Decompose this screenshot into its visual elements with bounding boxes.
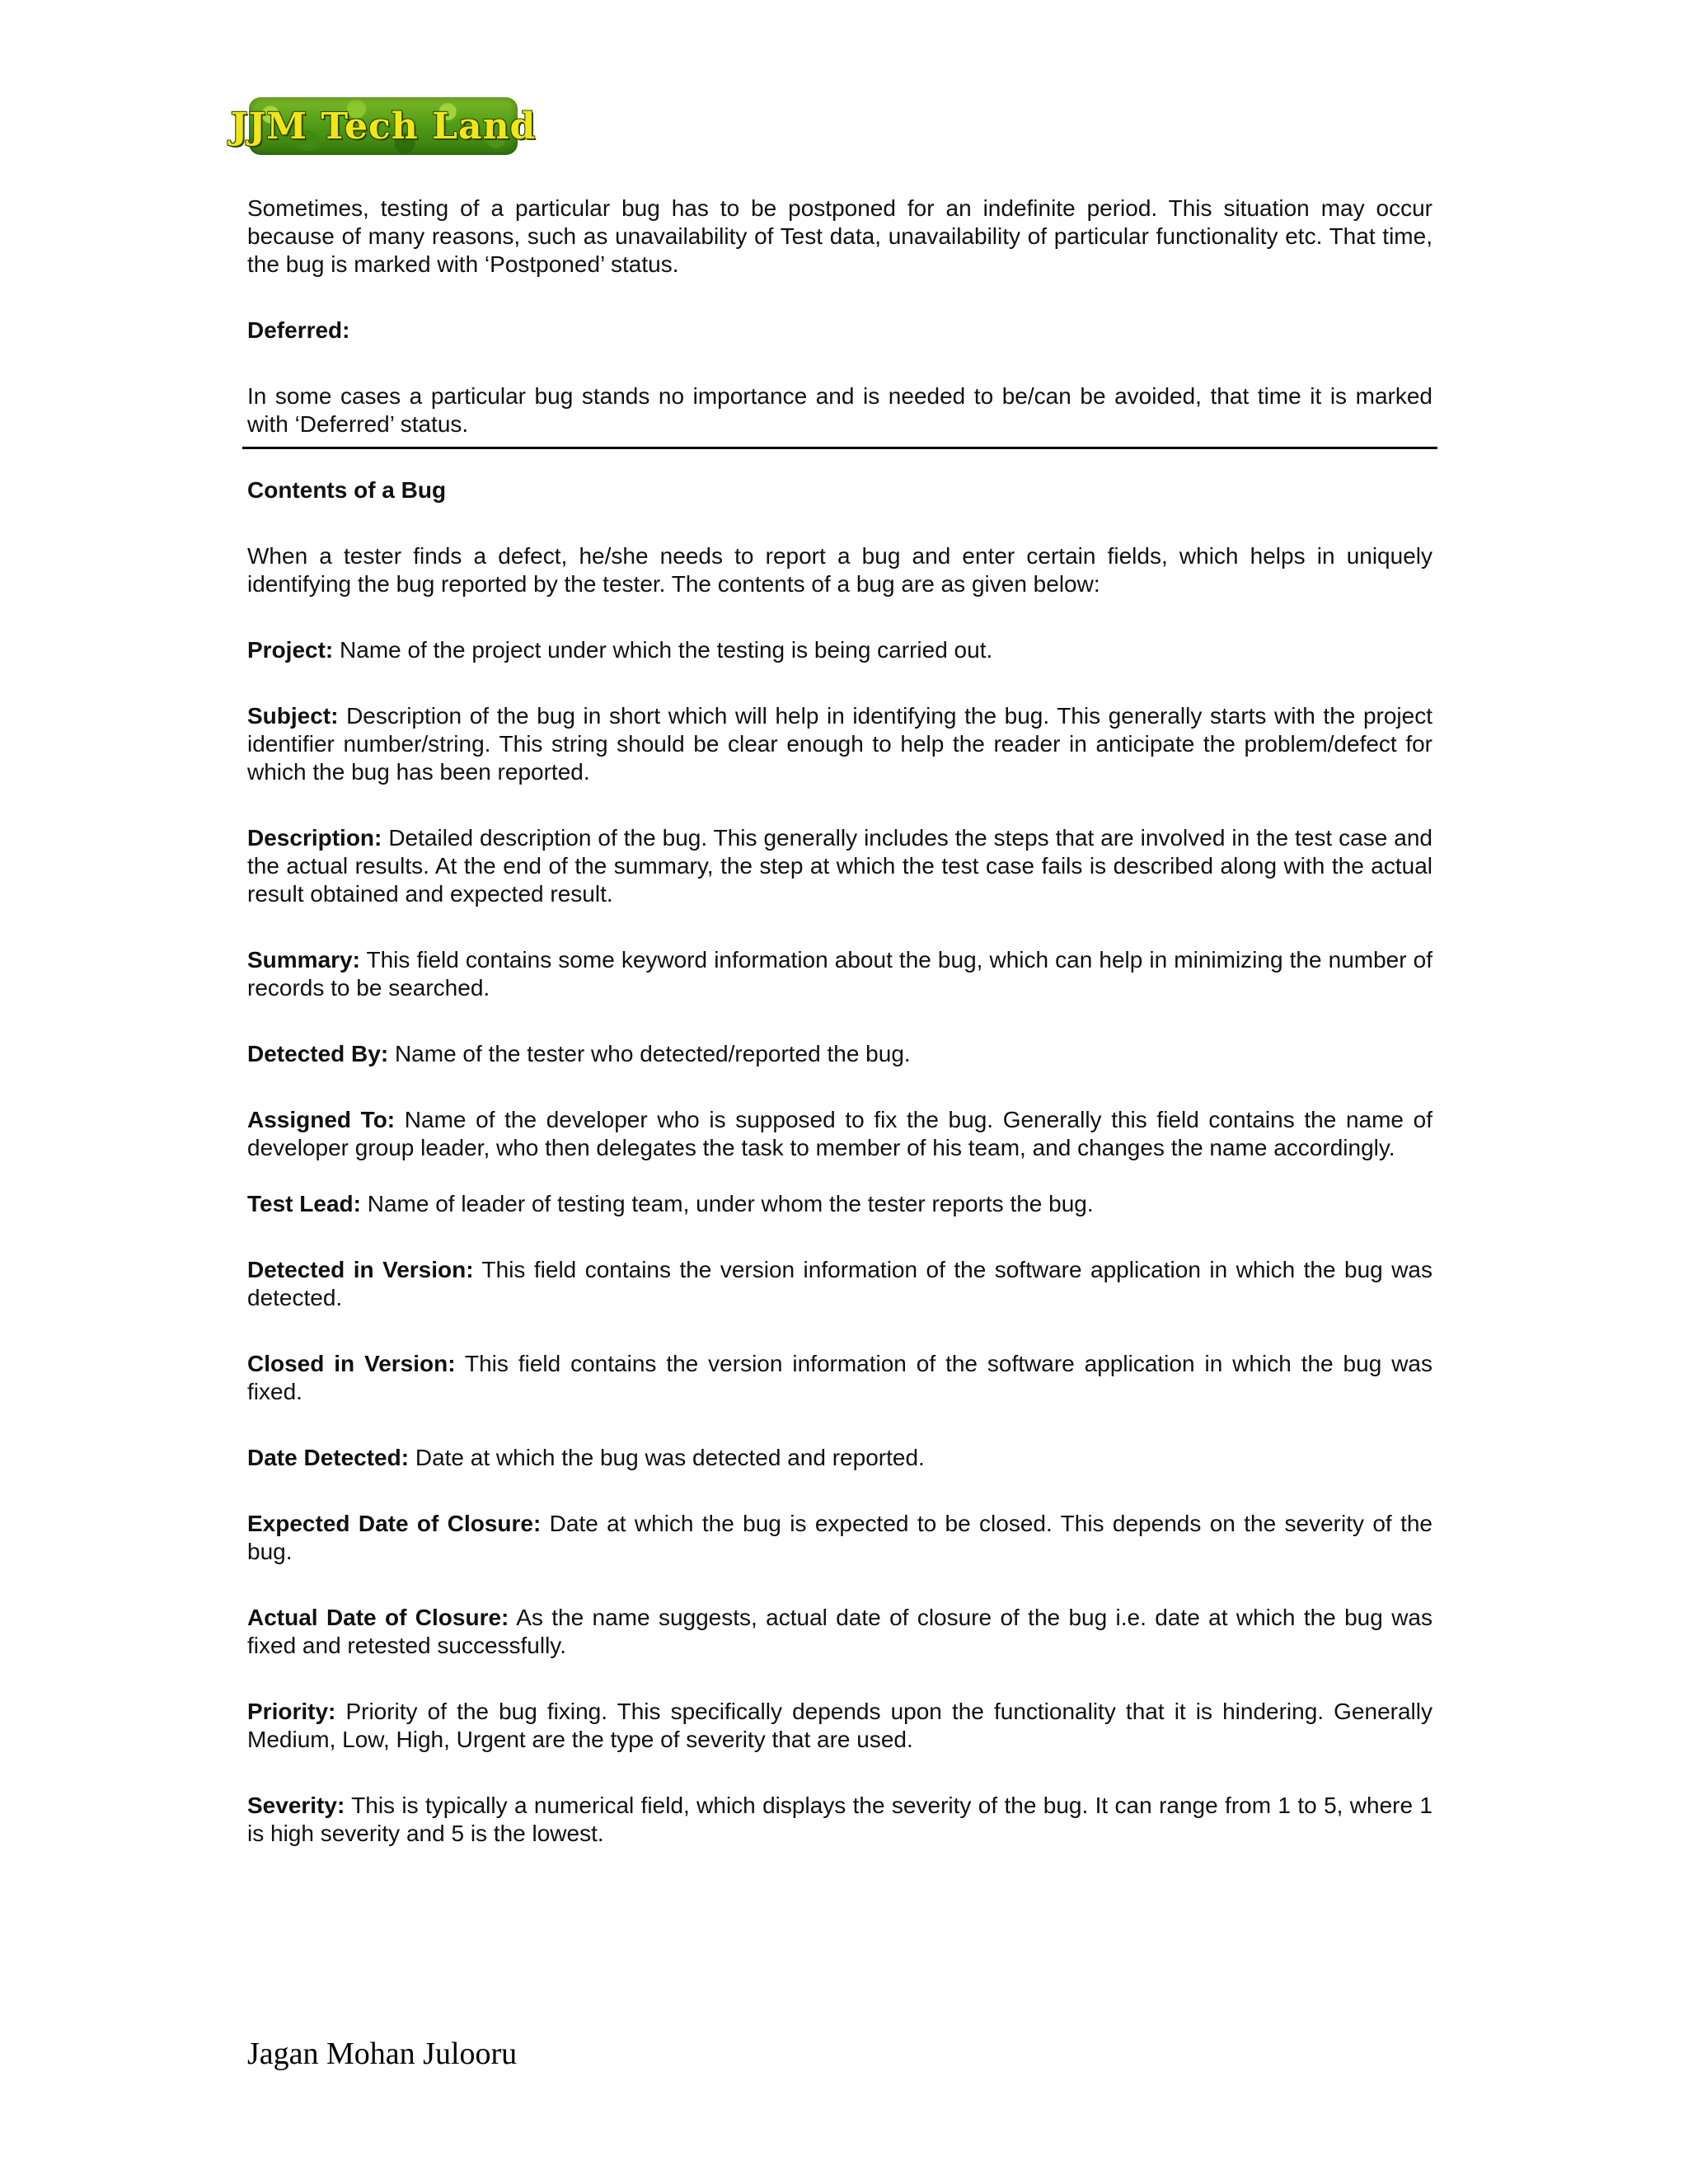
field-closed-in-version — [247, 1350, 1432, 1406]
field-text: As the name suggests, actual date of closure of the bug i.e. date at which the bug was fixed and retested successfully. — [247, 1605, 1432, 1658]
field-text: Name of leader of testing team, under whom the tester reports the bug. — [360, 1191, 1094, 1216]
field-term: Date Detected: — [247, 1445, 410, 1470]
field-term: Detected By: — [247, 1041, 389, 1066]
field-term: Expected Date of Closure: — [247, 1511, 542, 1536]
field-date-detected — [247, 1444, 1432, 1472]
field-term: Summary: — [247, 947, 360, 972]
field-text: Name of the project under which the testing is being carried out. — [333, 637, 993, 663]
field-expected-date-of-closure — [247, 1510, 1432, 1566]
field-term: Test Lead: — [247, 1191, 361, 1216]
deferred-paragraph: In some cases a particular bug stands no importance and is needed to be/can be avoided, that time it is marked with ‘Deferred’ status. — [247, 383, 1432, 437]
field-text: This field contains some keyword information about the bug, which can help in minimizing the number of records to be searched. — [247, 947, 1432, 1001]
field-term: Subject: — [247, 703, 339, 729]
field-term: Detected in Version: — [247, 1257, 474, 1282]
field-severity — [247, 1792, 1432, 1848]
footer-author: Jagan Mohan Julooru — [247, 2036, 518, 2071]
field-test-lead — [247, 1190, 1432, 1218]
field-term: Assigned To: — [247, 1107, 396, 1132]
field-detected-in-version — [247, 1256, 1432, 1312]
field-detected-by — [247, 1040, 1432, 1068]
field-text: This field contains the version information of the software application in which the bug was fixed. — [247, 1351, 1432, 1404]
field-term: Project: — [247, 637, 334, 663]
field-text: Description of the bug in short which will help in identifying the bug. This generally starts with the project identifier number/string. This string should be clear enough to help the reader in anticipate the problem/defect for which the bug has been reported. — [247, 703, 1432, 785]
field-text: Detailed description of the bug. This generally includes the steps that are involved in the test case and the actual results. At the end of the summary, the step at which the test case fails is described along with the actual result obtained and expected result. — [247, 825, 1432, 907]
field-description — [247, 824, 1432, 908]
field-subject — [247, 702, 1432, 786]
field-term: Description: — [247, 825, 382, 851]
field-term: Priority: — [247, 1699, 336, 1724]
field-text: This is typically a numerical field, which displays the severity of the bug. It can range from 1 to 5, where 1 is high severity and 5 is the lowest. — [247, 1793, 1432, 1846]
field-term: Severity: — [247, 1793, 345, 1818]
field-project — [247, 636, 1432, 664]
field-actual-date-of-closure — [247, 1604, 1432, 1660]
section-divider — [242, 447, 1437, 449]
field-summary — [247, 946, 1432, 1002]
field-text: Date at which the bug is expected to be closed. This depends on the severity of the bug. — [247, 1511, 1432, 1564]
field-text: Date at which the bug was detected and reported. — [409, 1445, 925, 1470]
field-assigned-to — [247, 1106, 1432, 1162]
field-text: Priority of the bug fixing. This specifically depends upon the functionality that it is hindering. Generally Medium, Low, High, Urgent are the type of severity that are used. — [247, 1699, 1432, 1752]
logo-text: JJM Tech Land — [230, 105, 537, 148]
contents-intro: When a tester finds a defect, he/she needs to report a bug and enter certain fields, which helps in uniquely identifying the bug reported by the tester. The contents of a bug are as given below: — [247, 543, 1432, 597]
logo — [230, 97, 537, 155]
contents-heading: Contents of a Bug — [247, 477, 447, 503]
deferred-heading: Deferred: — [247, 317, 350, 343]
field-text: Name of the tester who detected/reported the bug. — [388, 1041, 911, 1066]
field-text: This field contains the version information of the software application in which the bug was detected. — [247, 1257, 1433, 1310]
field-priority — [247, 1698, 1432, 1754]
field-text: Name of the developer who is supposed to fix the bug. Generally this field contains the name of developer group leader, who then delegates the task to member of his team, and changes the name accordingly. — [247, 1107, 1432, 1160]
postponed-paragraph: Sometimes, testing of a particular bug has to be postponed for an indefinite period. This situation may occur because of many reasons, such as unavailability of Test data, unavailability of particular functionality etc. That time, the bug is marked with ‘Postponed’ status. — [247, 195, 1432, 277]
field-term: Closed in Version: — [247, 1351, 456, 1376]
field-term: Actual Date of Closure: — [247, 1605, 509, 1630]
